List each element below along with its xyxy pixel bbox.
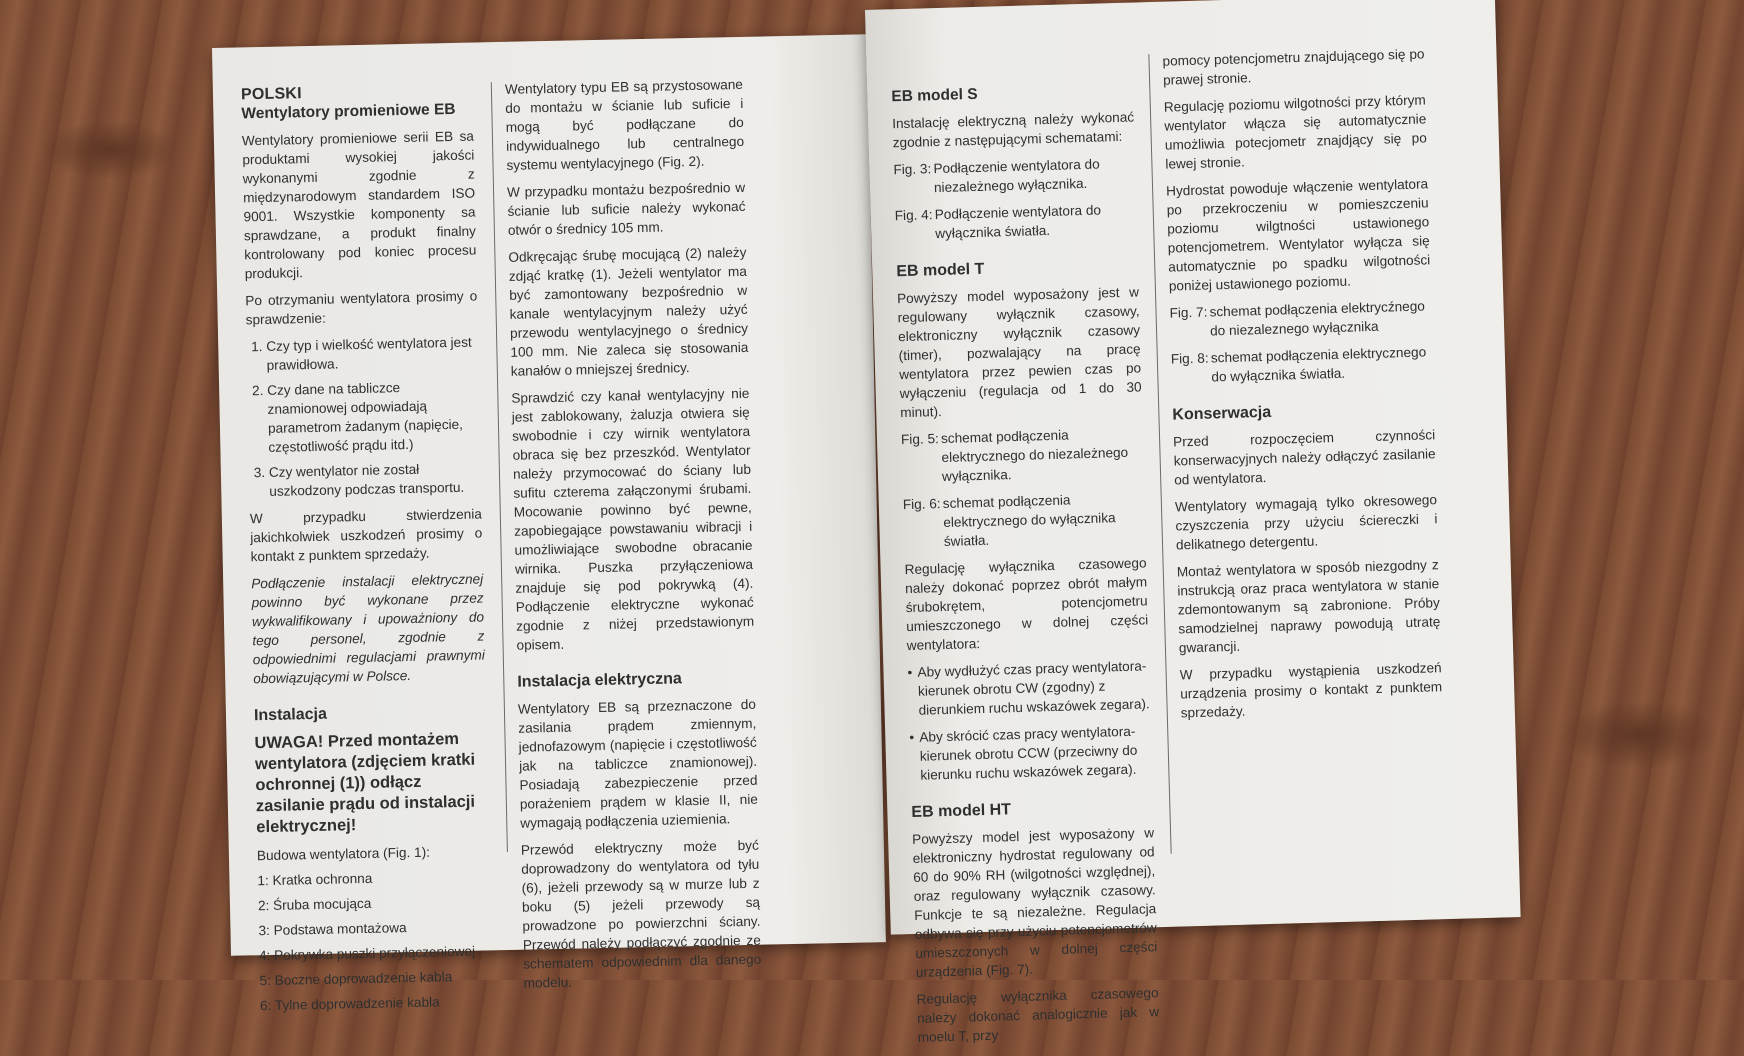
model-ht-heading: EB model HT	[911, 801, 1012, 822]
list-item: 3: Podstawa montażowa	[258, 920, 407, 939]
list-item: 2. Czy dane na tabliczce znamionowej odpowiadają parametrom żadanym (napięcie, częstotliwość prądu itd.)	[267, 376, 481, 456]
model-t-heading: EB model T	[896, 260, 985, 281]
bullet-text: Aby skrócić czas pracy wentylatora-kierunek obrotu CCW (przeciwny do kierunku ruchu wskazówek zegara).	[919, 723, 1138, 783]
bullet-icon: •	[907, 664, 913, 681]
parts-list	[257, 841, 492, 1015]
wood-knot	[40, 120, 180, 180]
intro-paragraph: Wentylatory promieniowe serii EB sa produktami wysokiej jakości wykonanymi zgodnie z międzynarodowym standardem ISO 9001. Wszystkie komponenty sa sprawdzane, a produkt finalny kontrolowany pod koniec procesu produkcji.	[241, 128, 477, 282]
figure-label: Fig. 4:	[894, 207, 933, 224]
list-item: 2: Śruba mocująca	[257, 895, 372, 914]
figure-ref	[901, 423, 1144, 487]
bullet-icon: •	[909, 729, 915, 746]
figure-text: schemat podłączenia elektrycznego do wyłącznika światła.	[942, 492, 1116, 550]
figure-ref	[1169, 296, 1432, 341]
installation-note: Podłączenie instalacji elektrycznej powinno być wykonane przez wykwalifikowany i upoważniony do tego personel, zgodnie z odpowiednimi regulacjami prawnymi obowiązującymi w Polsce.	[251, 571, 485, 687]
column-divider	[491, 82, 508, 852]
figure-text: schemat podłączenia elektrycznego do niezależnego wyłącznika.	[940, 427, 1129, 485]
figure-label: Fig. 3:	[893, 161, 932, 178]
left-column-1	[241, 81, 493, 1022]
figure-text: Podłączenie wentylatora do wyłącznika światła.	[934, 202, 1102, 242]
left-page	[212, 34, 886, 1014]
figure-label: Fig. 8:	[1170, 350, 1209, 367]
paragraph: Przed rozpoczęciem czynności konserwacyjnych należy odłączyć zasilanie od wentylatora.	[1172, 427, 1436, 488]
paragraph: Przewód elektryczny może być doprowadzony do wentylatora od tyłu (6), jeżeli przewody są w murze lub z boku (5) jeżeli przewody są prowadzone po powierzchni ściany. Przewód należy podłączyć zgodnie ze schematem odpowiednim dla danego modelu.	[520, 837, 762, 991]
figure-ref	[1171, 342, 1434, 387]
paragraph: Montaż wentylatora w sposób niezgodny z instrukcją oraz praca wentylatora w stanie zdemontowanym są zabronione. Próby samodzielnej naprawy powodują utratę gwarancji.	[1176, 557, 1441, 656]
list-item: 6: Tylne doprowadzenie kabla	[259, 994, 440, 1014]
list-item: 1: Kratka ochronna	[257, 870, 373, 889]
right-page	[865, 0, 1521, 1045]
paragraph: Odkręcając śrubę mocującą (2) należy zdjąć kratkę (1). Jeżeli wentylator ma być zamontowany bezpośrednio w kanale wentylacyjnym należy użyć przewodu wentylacyjnego o średnicy 100 mm. Nie zaleca się stosowania kanałów o mniejszej średnicy.	[508, 244, 749, 379]
paragraph: Wentylatory EB są przeznaczone do zasilania prądem zmiennym, jednofazowym (napięcie i częstotliwość jak na tabliczce znamionowej). Posiadają zabezpieczenie przed porażeniem prądem w klasie II, nie wymagają podłączenia uziemienia.	[517, 696, 759, 831]
paragraph: Powyższy model wyposażony jest w regulowany wyłącznik czasowy, elektroniczny wyłącznik czasowy (timer), pozwalający na pracę wentylatora przez pewien czas po wyłączeniu (regulacja od 1 do 30 minut).	[896, 284, 1142, 421]
paragraph: pomocy potencjometru znajdującego się po prawej stronie.	[1162, 46, 1425, 88]
electrical-heading: Instalacja elektryczna	[517, 670, 683, 691]
right-column-2	[1162, 44, 1443, 730]
paragraph: Hydrostat powoduje włączenie wentylatora po przekroczeniu w pomieszczeniu poziomu wilgtności ustawionego potencjometrem. Wentylator wyłącza się automatycznie po spadku wilgotności poniżej ustawionego poziomu.	[1165, 176, 1431, 294]
bullet-item	[907, 656, 1150, 720]
model-s-heading: EB model S	[891, 85, 978, 106]
document-title: Wentylatory promieniowe EB	[241, 100, 456, 123]
paragraph: Instalację elektryczną należy wykonać zgodnie z następującymi schematami:	[891, 109, 1135, 151]
paragraph: Regulację wyłącznika czasowego należy dokonać analogicznie jak w moelu T, przy	[916, 985, 1160, 1045]
figure-label: Fig. 7:	[1169, 304, 1208, 321]
figure-text: schemat podłączenia elektrycźnego do niezaleznego wyłącznika	[1209, 298, 1426, 339]
right-column-1	[891, 81, 1160, 1055]
paragraph: Regulację wyłącznika czasowego należy dokonać poprzez obrót małym śrubokrętem, potencjometru umieszczonego w dolnej części wentylatora:	[904, 555, 1149, 654]
paragraph: Wentylatory wymagają tylko okresowego czyszczenia przy użyciu ściereczki i delikatnego detergentu.	[1174, 492, 1438, 553]
parts-intro: Budowa wentylatora (Fig. 1):	[256, 844, 431, 864]
paragraph: Regulację poziomu wilgotności przy którym wentylator włącza się automatycznie umożliwia potecjometr znajdjący się po lewej stronie.	[1163, 92, 1427, 172]
maintenance-heading: Konserwacja	[1172, 403, 1272, 424]
figure-label: Fig. 6:	[902, 496, 941, 513]
figure-ref	[893, 154, 1136, 199]
list-item: 5: Boczne doprowadzenie kabla	[259, 969, 453, 989]
check-list	[246, 332, 481, 501]
figure-ref	[894, 199, 1137, 244]
installation-heading: Instalacja	[253, 705, 328, 725]
left-column-2	[505, 75, 762, 1001]
wood-knot	[1560, 700, 1720, 770]
figure-text: Podłączenie wentylatora do niezależnego wyłącznika.	[933, 156, 1100, 196]
figure-label: Fig. 5:	[900, 431, 939, 448]
list-item: 4: Pokrywka puszki przyłączeniowej	[258, 943, 476, 964]
bullet-item	[909, 721, 1152, 785]
bullet-text: Aby wydłużyć czas pracy wentylatora-kierunek obrotu CW (zgodny) z dierunkiem ruchu wskazówek zegara).	[917, 658, 1150, 718]
figure-text: schemat podłączenia elektrycznego do wyłącznika światła.	[1210, 344, 1427, 385]
check-intro: Po otrzymaniu wentylatora prosimy o sprawdzenie:	[245, 288, 478, 328]
list-item: 1. Czy typ i wielkość wentylatora jest prawidłowa.	[266, 332, 479, 374]
paragraph: Wentylatory typu EB są przystosowane do montażu w ścianie lub suficie i mogą być podłączane do indywidualnego lub centralnego systemu wentylacyjnego (Fig. 2).	[504, 76, 745, 173]
list-item: 3. Czy wentylator nie został uszkodzony podczas transportu.	[269, 458, 482, 500]
warning-text: UWAGA! Przed montażem wentylatora (zdjęciem kratki ochronnej (1)) odłącz zasilanie prądu od instalacji elektrycznej!	[254, 729, 476, 837]
paragraph: W przypadku montażu bezpośrednio w ścianie lub suficie należy wykonać otwór o średnicy 105 mm.	[506, 179, 746, 238]
damage-paragraph: W przypadku stwierdzenia jakichkolwiek uszkodzeń prosimy o kontakt z punktem sprzedaży.	[249, 506, 483, 565]
paragraph: Sprawdzić czy kanał wentylacyjny nie jest zablokowany, żaluzja otwiera się swobodnie i czy wirnik wentylatora obraca się bez przeszkód. Wentylator należy przymocować do ściany lub sufitu czterema załączonymi śrubami. Mocowanie powinno być pewne, zapobiegające powstawaniu wibracji i umożliwiające swobodne obracanie wirnika. Puszka przyłączeniowa znajduje się pod pokrywką (4). Podłączenie elektryczne wykonać zgodnie z niżej przedstawionym opisem.	[511, 385, 755, 653]
paragraph: W przypadku wystąpienia uszkodzeń urządzenia prosimy o kontakt z punktem sprzedaży.	[1179, 660, 1443, 721]
language-heading: POLSKI	[240, 85, 302, 104]
figure-ref	[903, 488, 1146, 552]
paragraph: Powyższy model jest wyposażony w elektroniczny hydrostat regulowany od 60 do 90% RH (wilgotności względnej), oraz regulowany wyłącznik czasowy. Funkcje te są niezależne. Regulacja odbywa się przy użyciu potencjometrów umieszczonych w dolnej części urządzenia (Fig. 7).	[911, 825, 1158, 980]
